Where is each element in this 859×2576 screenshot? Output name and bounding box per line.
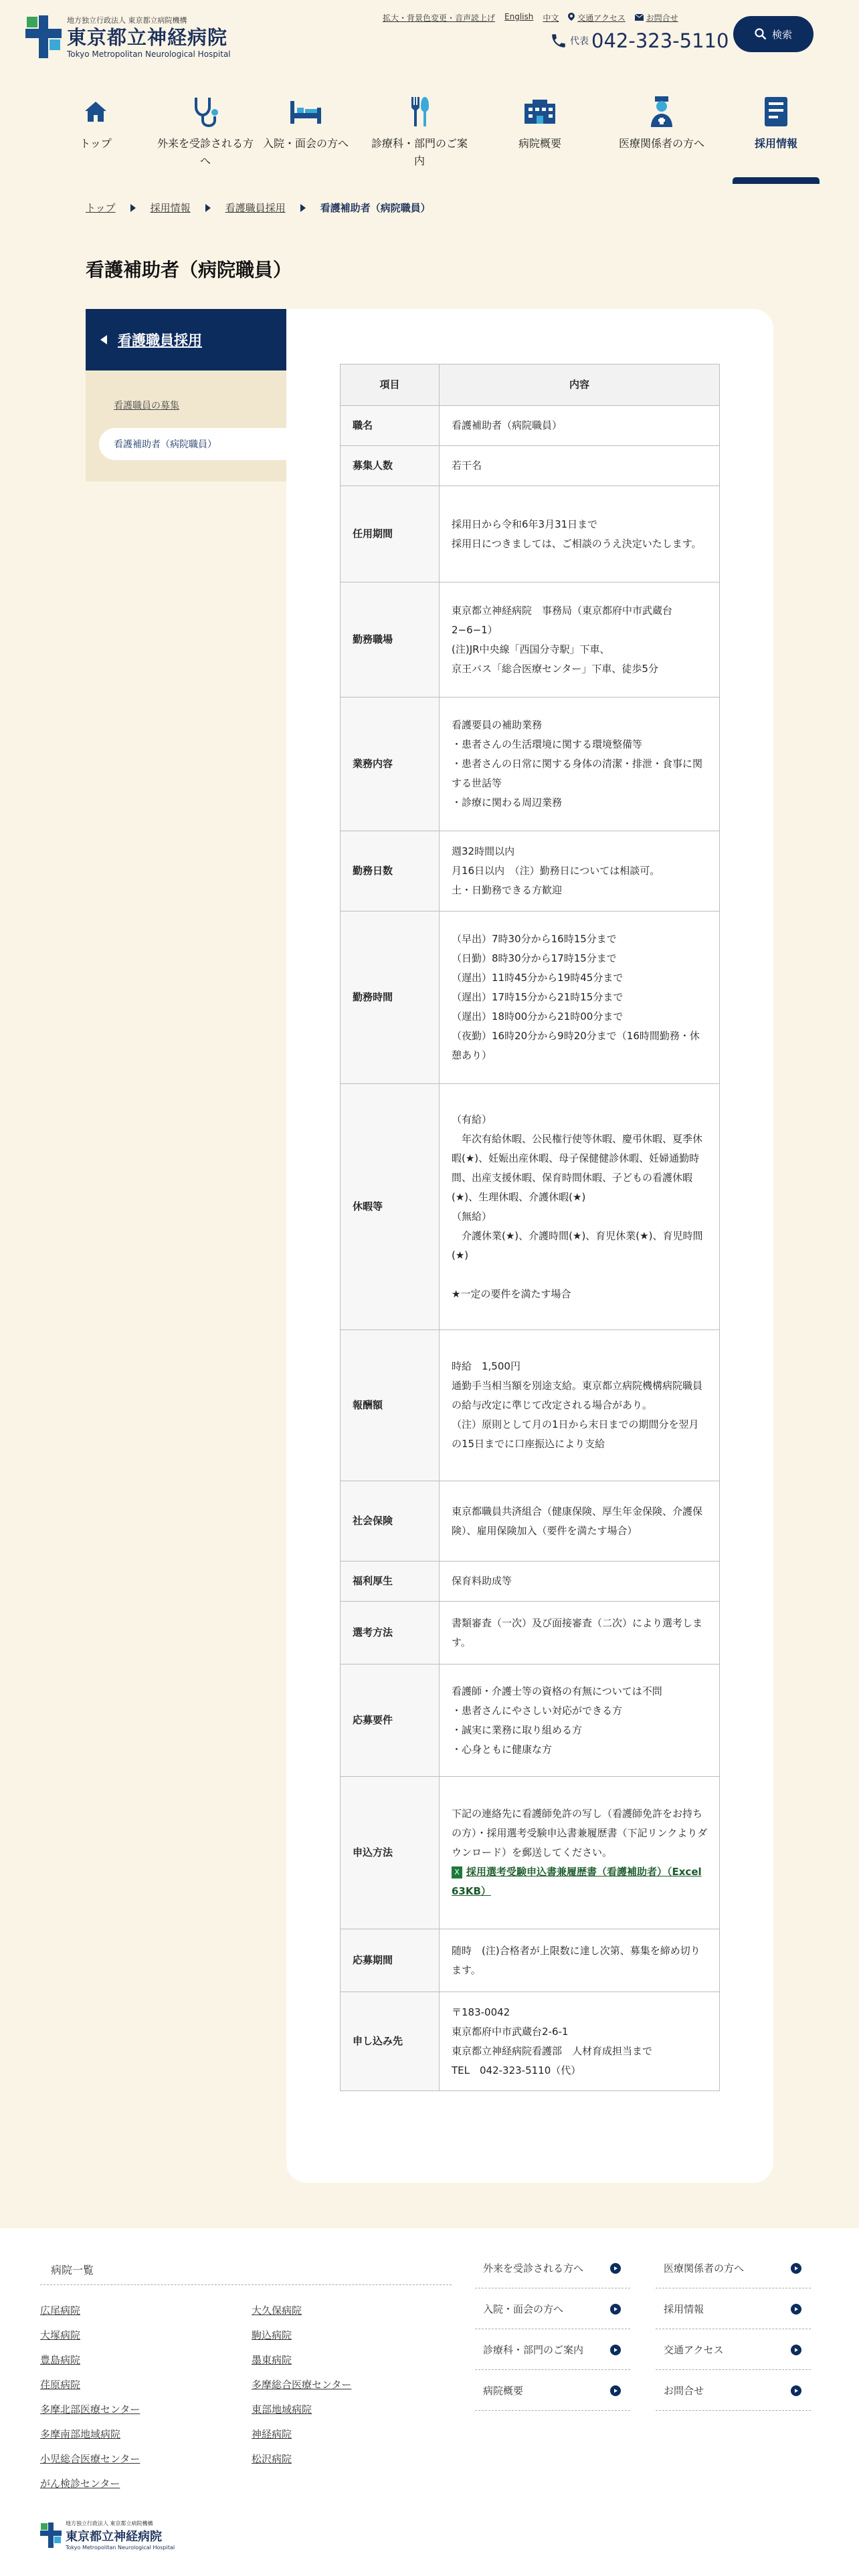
row-value-line: 通勤手当相当額を別途支給。東京都立病院機構病院職員の給与改定に準じて改定される場合があり。 bbox=[452, 1380, 703, 1411]
table-row bbox=[341, 831, 720, 911]
search-button[interactable] bbox=[733, 16, 814, 52]
nav-label: 採用情報 bbox=[754, 137, 797, 150]
nav-item-overview[interactable] bbox=[490, 94, 590, 152]
hospital-link[interactable]: がん検診センター bbox=[40, 2478, 120, 2490]
row-value bbox=[440, 1084, 720, 1330]
table-row bbox=[341, 1665, 720, 1777]
application-form-download-link[interactable] bbox=[452, 1862, 708, 1901]
cross-logo-icon bbox=[25, 15, 62, 58]
table-row bbox=[341, 911, 720, 1084]
arrow-circle-icon bbox=[610, 2304, 621, 2315]
table-row bbox=[341, 1330, 720, 1481]
table-row bbox=[341, 1562, 720, 1602]
building-icon bbox=[523, 98, 557, 125]
row-value-line: 東京都府中市武蔵台2-6-1 bbox=[452, 2025, 569, 2038]
contact-link[interactable] bbox=[635, 12, 678, 23]
table-row bbox=[341, 582, 720, 697]
hospital-link[interactable]: 多摩北部医療センター bbox=[40, 2403, 140, 2416]
phone-label: 代表 bbox=[570, 36, 589, 47]
footer-nav-label: 外来を受診される方へ bbox=[483, 2262, 584, 2274]
row-value bbox=[440, 1777, 720, 1929]
row-value-line: 下記の連絡先に看護師免許の写し（看護師免許をお持ちの方）・採用選考受験申込書兼履歴書（下記リンクよりダウンロード）を郵送してください。 bbox=[452, 1808, 708, 1858]
row-label: 任用期間 bbox=[341, 486, 440, 582]
column-header-item: 項目 bbox=[341, 364, 440, 406]
contact-label: お問合せ bbox=[646, 13, 678, 23]
nav-item-departments[interactable] bbox=[369, 94, 470, 170]
row-label: 応募要件 bbox=[341, 1665, 440, 1777]
footer-nav-label: 交通アクセス bbox=[664, 2344, 724, 2356]
row-value-line: ・診療に関わる周辺業務 bbox=[452, 796, 563, 809]
sidebar-item-nursing-assistant[interactable] bbox=[99, 428, 286, 460]
row-value-line: 東京都立神経病院 事務局（東京都府中市武蔵台2−6−1） bbox=[452, 604, 673, 636]
table-row bbox=[341, 1084, 720, 1330]
footer-logo-name: 東京都立神経病院 bbox=[66, 2530, 162, 2544]
footer-nav-label: 入院・面会の方へ bbox=[483, 2303, 564, 2315]
row-value bbox=[440, 1665, 720, 1777]
breadcrumb-nurse-recruitment[interactable]: 看護職員採用 bbox=[225, 202, 286, 214]
row-label: 勤務時間 bbox=[341, 911, 440, 1084]
row-value-line: 看護師・介護士等の資格の有無については不問 bbox=[452, 1685, 662, 1697]
footer-nav-link[interactable] bbox=[656, 2289, 811, 2329]
row-label: 社会保険 bbox=[341, 1481, 440, 1562]
row-value bbox=[440, 1330, 720, 1481]
hospital-link[interactable]: 大久保病院 bbox=[252, 2304, 302, 2317]
row-label: 応募期間 bbox=[341, 1929, 440, 1992]
footer-nav-label: 医療関係者の方へ bbox=[664, 2262, 745, 2274]
row-value-line: （注）原則として月の1日から末日までの期間分を翌月の15日までに口座振込により支給 bbox=[452, 1418, 699, 1450]
hospital-list-title: 病院一覧 bbox=[51, 2264, 94, 2276]
arrow-circle-icon bbox=[610, 2345, 621, 2355]
breadcrumb-arrow-icon bbox=[130, 204, 136, 212]
row-value bbox=[440, 911, 720, 1084]
footer-logo[interactable] bbox=[40, 2520, 175, 2551]
hospital-logo[interactable] bbox=[25, 15, 231, 59]
row-value-line: 看護要員の補助業務 bbox=[452, 719, 543, 731]
row-value bbox=[440, 1481, 720, 1562]
row-label: 休暇等 bbox=[341, 1084, 440, 1330]
sidebar-title: 看護職員採用 bbox=[118, 332, 202, 348]
nav-label: 外来を受診される方へ bbox=[157, 137, 254, 167]
site-header bbox=[0, 0, 859, 67]
row-label: 業務内容 bbox=[341, 697, 440, 831]
arrow-circle-icon bbox=[610, 2385, 621, 2396]
hospital-link[interactable]: 神経病院 bbox=[252, 2428, 292, 2440]
row-value bbox=[440, 1929, 720, 1992]
row-value-line: （早出）7時30分から16時15分まで bbox=[452, 933, 617, 945]
row-value-line: 土・日勤務できる方歓迎 bbox=[452, 884, 563, 896]
row-value bbox=[440, 697, 720, 831]
download-link-label: 採用選考受験申込書兼履歴書（看護補助者）（Excel 63KB） bbox=[452, 1866, 702, 1897]
row-value-line: ★一定の要件を満たす場合 bbox=[452, 1287, 571, 1300]
hospital-link[interactable]: 東部地域病院 bbox=[252, 2403, 312, 2416]
row-value bbox=[440, 1602, 720, 1665]
table-row bbox=[341, 486, 720, 582]
hospital-link[interactable]: 広尾病院 bbox=[40, 2304, 81, 2317]
row-value-line: 年次有給休暇、公民権行使等休暇、慶弔休暇、夏季休暇(★)、妊娠出産休暇、母子保健健診休暇、妊婦通勤時間、出産支援休暇、保育時間休暇、子どもの看護休暇(★)、生理休暇、介護休暇(★) bbox=[452, 1132, 703, 1203]
bed-icon bbox=[289, 98, 322, 125]
hospital-list-col1 bbox=[40, 2298, 140, 2496]
row-label: 選考方法 bbox=[341, 1602, 440, 1665]
row-value-line: 随時 (注)合格者が上限数に達し次第、募集を締め切ります。 bbox=[452, 1944, 700, 1976]
arrow-circle-icon bbox=[791, 2385, 801, 2396]
table-row bbox=[341, 1777, 720, 1929]
nav-label: 医療関係者の方へ bbox=[618, 137, 704, 150]
back-arrow-icon bbox=[100, 335, 107, 344]
row-value-line: 採用日から令和6年3月31日まで bbox=[452, 518, 598, 530]
row-value-line: 東京都立神経病院看護部 人材育成担当まで bbox=[452, 2044, 653, 2057]
row-value-line: 看護補助者（病院職員） bbox=[452, 419, 563, 431]
row-value-line: 時給 1,500円 bbox=[452, 1360, 520, 1372]
footer-nav-link[interactable] bbox=[656, 2248, 811, 2288]
breadcrumb bbox=[86, 201, 431, 215]
row-value-line: ・患者さんにやさしい対応ができる方 bbox=[452, 1704, 623, 1717]
row-label: 勤務職場 bbox=[341, 582, 440, 697]
footer-nav-link[interactable] bbox=[475, 2289, 630, 2329]
table-row bbox=[341, 1992, 720, 2091]
stethoscope-icon bbox=[191, 95, 220, 128]
row-value-line: 採用日につきましては、ご相談のうえ決定いたします。 bbox=[452, 537, 702, 550]
row-value bbox=[440, 406, 720, 446]
row-label: 職名 bbox=[341, 406, 440, 446]
hospital-link[interactable]: 多摩総合医療センター bbox=[252, 2379, 352, 2391]
house-icon bbox=[84, 100, 108, 123]
row-label: 申込方法 bbox=[341, 1777, 440, 1929]
hospital-link[interactable]: 多摩南部地域病院 bbox=[40, 2428, 121, 2440]
breadcrumb-recruitment[interactable]: 採用情報 bbox=[150, 202, 191, 214]
row-value-line: (注)JR中央線「西国分寺駅」下車、 bbox=[452, 643, 610, 655]
breadcrumb-arrow-icon bbox=[205, 204, 211, 212]
row-value-line: 東京都職員共済組合（健康保険、厚生年金保険、介護保険）、雇用保険加入（要件を満たす場合） bbox=[452, 1505, 703, 1537]
main-content bbox=[286, 309, 773, 2183]
nav-item-outpatient[interactable] bbox=[155, 94, 256, 170]
row-value bbox=[440, 486, 720, 582]
footer-nav-label: お問合せ bbox=[664, 2385, 704, 2397]
table-row bbox=[341, 1602, 720, 1665]
breadcrumb-current: 看護補助者（病院職員） bbox=[320, 202, 431, 214]
chinese-link[interactable]: 中文 bbox=[543, 13, 559, 23]
row-value-line: （遅出）18時00分から21時00分まで bbox=[452, 1010, 624, 1023]
table-row bbox=[341, 697, 720, 831]
footer-nav-link[interactable] bbox=[656, 2330, 811, 2370]
footer-nav-label: 採用情報 bbox=[664, 2303, 704, 2315]
row-value-line: （有給） bbox=[452, 1113, 492, 1125]
row-value-line: 週32時間以内 bbox=[452, 845, 515, 857]
utility-links bbox=[383, 12, 678, 23]
row-label: 申し込み先 bbox=[341, 1992, 440, 2091]
nav-label: 入院・面会の方へ bbox=[262, 137, 349, 150]
row-value-line: ・患者さんの生活環境に関する環境整備等 bbox=[452, 738, 643, 750]
map-pin-icon bbox=[568, 13, 575, 21]
site-footer bbox=[0, 2228, 859, 2576]
sidebar-item-nurse-recruit[interactable]: 看護職員の募集 bbox=[114, 401, 179, 411]
row-value-line: 書類審査（一次）及び面接審査（二次）により選考します。 bbox=[452, 1616, 703, 1648]
nav-item-recruitment[interactable] bbox=[726, 94, 826, 152]
row-label: 募集人数 bbox=[341, 446, 440, 486]
row-value bbox=[440, 1562, 720, 1602]
footer-nav-label: 病院概要 bbox=[483, 2385, 524, 2397]
row-value-line: ・誠実に業務に取り組める方 bbox=[452, 1723, 583, 1736]
table-row bbox=[341, 1481, 720, 1562]
footer-nav-link[interactable] bbox=[475, 2371, 630, 2411]
logo-org-label: 地方独立行政法人 東京都立病院機構 bbox=[67, 16, 187, 25]
accessibility-link[interactable]: 拡大・背景色変更・音声読上げ bbox=[383, 13, 496, 23]
row-value-line: 保育料助成等 bbox=[452, 1575, 512, 1587]
row-value bbox=[440, 582, 720, 697]
hospital-link[interactable]: 大塚病院 bbox=[40, 2329, 81, 2341]
breadcrumb-arrow-icon bbox=[300, 204, 306, 212]
nav-label: 診療科・部門のご案内 bbox=[371, 137, 468, 167]
sidebar-menu bbox=[86, 370, 286, 481]
row-label: 福利厚生 bbox=[341, 1562, 440, 1602]
phone-value: 042-323-5110 bbox=[591, 29, 729, 52]
logo-hospital-name-en: Tokyo Metropolitan Neurological Hospital bbox=[67, 49, 231, 59]
column-header-content: 内容 bbox=[440, 364, 720, 406]
tools-icon bbox=[406, 96, 433, 128]
row-value bbox=[440, 1992, 720, 2091]
hospital-link[interactable]: 荏原病院 bbox=[40, 2379, 81, 2391]
hospital-link[interactable]: 小児総合医療センター bbox=[40, 2453, 140, 2465]
nav-item-top[interactable] bbox=[45, 94, 146, 152]
footer-nav-label: 診療科・部門のご案内 bbox=[483, 2344, 584, 2356]
nav-label: 病院概要 bbox=[518, 137, 561, 150]
footer-logo-org: 地方独立行政法人 東京都立病院機構 bbox=[66, 2520, 153, 2527]
hospital-list-col2 bbox=[252, 2298, 351, 2472]
row-value-line: （無給） bbox=[452, 1210, 492, 1222]
row-value-line: 若干名 bbox=[452, 459, 482, 471]
row-value-line: （夜勤）16時20分から9時20分まで（16時間勤務・休憩あり） bbox=[452, 1030, 700, 1061]
row-value-line: （遅出）11時45分から19時45分まで bbox=[452, 972, 624, 984]
document-icon bbox=[763, 96, 789, 128]
hospital-link[interactable]: 豊島病院 bbox=[40, 2354, 81, 2366]
footer-logo-en: Tokyo Metropolitan Neurological Hospital bbox=[66, 2545, 175, 2551]
sidebar-item-label: 看護補助者（病院職員） bbox=[114, 439, 217, 450]
sidebar-heading[interactable] bbox=[86, 309, 286, 370]
breadcrumb-top[interactable]: トップ bbox=[86, 202, 116, 214]
row-value bbox=[440, 831, 720, 911]
arrow-circle-icon bbox=[791, 2304, 801, 2315]
table-header-row bbox=[341, 364, 720, 406]
footer-nav-link[interactable] bbox=[475, 2248, 630, 2288]
search-label: 検索 bbox=[771, 28, 792, 41]
row-label: 報酬額 bbox=[341, 1330, 440, 1481]
mail-icon bbox=[635, 14, 644, 21]
table-row bbox=[341, 406, 720, 446]
row-value-line: 介護休業(★)、介護時間(★)、育児休業(★)、育児時間(★) bbox=[452, 1229, 703, 1261]
doctor-icon bbox=[648, 95, 675, 128]
row-value-line bbox=[452, 1265, 708, 1285]
global-nav bbox=[0, 67, 859, 184]
nav-item-medical-staff[interactable] bbox=[601, 94, 722, 152]
row-value-line: ・心身ともに健康な方 bbox=[452, 1743, 553, 1755]
logo-hospital-name: 東京都立神経病院 bbox=[67, 26, 228, 49]
hospital-link[interactable]: 松沢病院 bbox=[252, 2453, 292, 2465]
table-row bbox=[341, 1929, 720, 1992]
job-details-table bbox=[340, 364, 720, 2091]
page-title: 看護補助者（病院職員） bbox=[86, 259, 292, 281]
row-value-line: 京王バス「総合医療センター」下車、徒歩5分 bbox=[452, 662, 658, 675]
table-row bbox=[341, 446, 720, 486]
footer-nav-link[interactable] bbox=[475, 2330, 630, 2370]
phone-number-block[interactable] bbox=[550, 29, 729, 52]
row-value-line: TEL 042-323-5110（代） bbox=[452, 2064, 581, 2076]
row-label: 勤務日数 bbox=[341, 831, 440, 911]
nav-label: トップ bbox=[80, 137, 112, 150]
row-value-line: （遅出）17時15分から21時15分まで bbox=[452, 991, 624, 1003]
cross-logo-icon bbox=[40, 2523, 62, 2548]
row-value bbox=[440, 446, 720, 486]
english-link[interactable]: English bbox=[504, 12, 534, 21]
row-value-line: （日勤）8時30分から17時15分まで bbox=[452, 952, 617, 964]
access-label: 交通アクセス bbox=[577, 13, 626, 23]
nav-item-inpatient[interactable] bbox=[256, 94, 356, 152]
phone-icon bbox=[550, 32, 567, 49]
row-value-line: 月16日以内 （注）勤務日については相談可。 bbox=[452, 865, 660, 877]
footer-divider bbox=[40, 2284, 452, 2285]
footer-nav-link[interactable] bbox=[656, 2371, 811, 2411]
row-value-line: 〒183-0042 bbox=[452, 2006, 510, 2018]
arrow-circle-icon bbox=[791, 2263, 801, 2274]
row-value-line: ・患者さんの日常に関する身体の清潔・排泄・食事に関する世話等 bbox=[452, 758, 703, 789]
arrow-circle-icon bbox=[791, 2345, 801, 2355]
search-icon bbox=[755, 28, 767, 40]
nav-active-indicator bbox=[733, 177, 820, 184]
excel-file-icon: X bbox=[452, 1866, 462, 1879]
hospital-link[interactable]: 墨東病院 bbox=[252, 2354, 292, 2366]
access-link[interactable] bbox=[568, 12, 625, 23]
hospital-link[interactable]: 駒込病院 bbox=[252, 2329, 292, 2341]
arrow-circle-icon bbox=[610, 2263, 621, 2274]
